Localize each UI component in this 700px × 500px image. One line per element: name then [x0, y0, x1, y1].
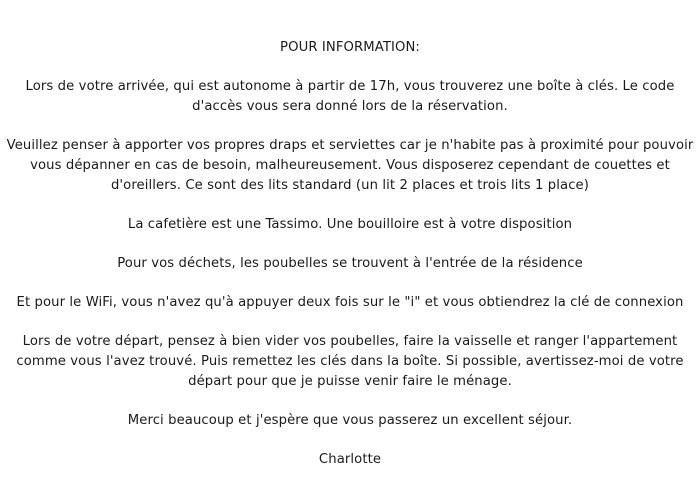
title-text: POUR INFORMATION:	[280, 40, 420, 55]
paragraph-line: Lors de votre arrivée, qui est autonome à partir de 17h, vous trouverez une boîte à clés. Le code	[25, 79, 675, 94]
paragraph-linens	[5, 136, 695, 196]
paragraph-wifi	[5, 293, 695, 313]
paragraph-line: Lors de votre départ, pensez à bien vider vos poubelles, faire la vaisselle et ranger l'appartement	[22, 334, 678, 349]
paragraph-departure	[5, 332, 695, 392]
paragraph-trash	[5, 254, 695, 274]
paragraph-coffee	[5, 215, 695, 235]
paragraph-line: d'oreillers. Ce sont des lits standard (un lit 2 places et trois lits 1 place)	[110, 178, 590, 193]
paragraph-line: vous dépanner en cas de besoin, malheureusement. Vous disposerez cependant de couettes et	[30, 158, 670, 173]
paragraph-line: Pour vos déchets, les poubelles se trouvent à l'entrée de la résidence	[117, 256, 583, 271]
signature	[5, 450, 695, 470]
paragraph-arrival	[5, 77, 695, 117]
signature-text: Charlotte	[318, 452, 382, 467]
paragraph-line: La cafetière est une Tassimo. Une bouilloire est à votre disposition	[127, 217, 573, 232]
document-title	[5, 38, 695, 58]
paragraph-line: Et pour le WiFi, vous n'avez qu'à appuyer deux fois sur le "i" et vous obtiendrez la clé de connexion	[16, 295, 684, 310]
paragraph-line: d'accès vous sera donné lors de la réservation.	[192, 99, 508, 114]
paragraph-line: comme vous l'avez trouvé. Puis remettez les clés dans la boîte. Si possible, avertissez-moi de votre	[16, 354, 684, 369]
paragraph-line: départ pour que je puisse venir faire le ménage.	[188, 374, 512, 389]
paragraph-thanks	[5, 411, 695, 431]
paragraph-line: Merci beaucoup et j'espère que vous passerez un excellent séjour.	[127, 413, 573, 428]
paragraph-line: Veuillez penser à apporter vos propres draps et serviettes car je n'habite pas à proximité pour pouvoir	[6, 138, 694, 153]
